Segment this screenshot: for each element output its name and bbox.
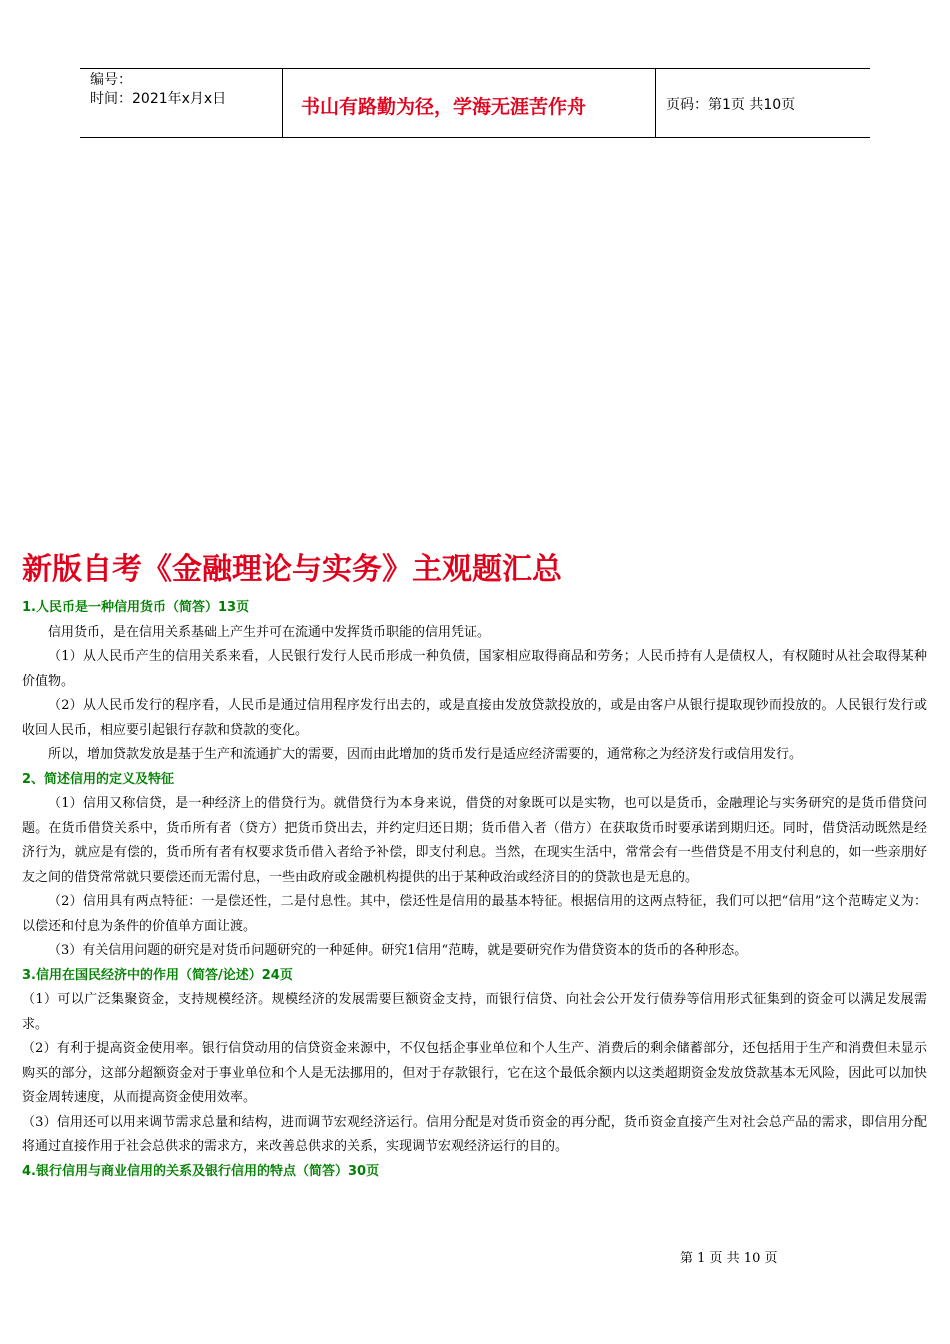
section-heading: 2、简述信用的定义及特征: [22, 771, 175, 787]
header-motto: 书山有路勤为径，学海无涯苦作舟: [301, 95, 587, 118]
section-heading: 1.人民币是一种信用货币（简答）13页: [22, 600, 250, 615]
time-label: 时间：2021年x月x日: [90, 91, 227, 107]
paragraph: （2）从人民币发行的程序看，人民币是通过信用程序发行出去的，或是直接由发放贷款投放的，或是由客户从银行提取现钞而投放的。人民银行发行或收回人民币，相应要引起银行存款和贷款的变化。: [22, 698, 927, 738]
paragraph: （1）信用又称信贷，是一种经济上的借贷行为。就借贷行为本身来说，借贷的对象既可以是实物，也可以是货币，金融理论与实务研究的是货币借贷问题。在货币借贷关系中，货币所有者（贷方）把货币贷出去，并约定归还日期；货币借入者（借方）在获取货币时要承诺到期归还。同时，借贷活动既然是经济行为，就应是有偿的，货币所有者有权要求货币借入者给予补偿，即支付利息。当然，在现实生活中，常常会有一些借贷是不用支付利息的，如一些亲朋好友之间的借贷常常就只要偿还而无需付息，一些由政府或金融机构提供的出于某种政治或经济目的的贷款也是无息的。: [22, 796, 927, 885]
paragraph: 所以，增加贷款发放是基于生产和流通扩大的需要，因而由此增加的货币发行是适应经济需要的，通常称之为经济发行或信用发行。: [48, 747, 803, 762]
header-left-cell: [80, 69, 283, 137]
page-footer: 第 1 页 共 10 页: [680, 1251, 778, 1266]
paragraph: （3）有关信用问题的研究是对货币问题研究的一种延伸。研究1信用“范畴，就是要研究作为借贷资本的货币的各种形态。: [48, 943, 748, 958]
header-motto-cell: [283, 69, 656, 137]
paragraph: （1）可以广泛集聚资金，支持规模经济。规模经济的发展需要巨额资金支持，而银行信贷、向社会公开发行债券等信用形式征集到的资金可以满足发展需求。: [22, 992, 927, 1032]
section-heading: 3.信用在国民经济中的作用（简答/论述）24页: [22, 967, 293, 983]
paragraph: 信用货币，是在信用关系基础上产生并可在流通中发挥货币职能的信用凭证。: [48, 624, 491, 640]
document-body: [22, 596, 927, 1184]
header-table: [80, 68, 870, 138]
header-page-info: 页码：第1页 共10页: [666, 97, 796, 113]
section-heading: 4.银行信用与商业信用的关系及银行信用的特点（简答）30页: [22, 1163, 380, 1179]
paragraph: （2）有利于提高资金使用率。银行信贷动用的信贷资金来源中，不仅包括企事业单位和个人生产、消费后的剩余储蓄部分，还包括用于生产和消费但未显示购买的部分，这部分超额资金对于事业单位和个人是无法挪用的，但对于存款银行，它在这个最低余额内以这类超期资金发放贷款基本无风险，因此可以加快资金周转速度，从而提高资金使用效率。: [22, 1041, 927, 1105]
paragraph: （1）从人民币产生的信用关系来看，人民银行发行人民币形成一种负债，国家相应取得商品和劳务；人民币持有人是债权人，有权随时从社会取得某种价值物。: [22, 649, 927, 689]
document-title: 新版自考《金融理论与实务》主观题汇总: [22, 552, 562, 587]
paragraph: （2）信用具有两点特征：一是偿还性，二是付息性。其中，偿还性是信用的最基本特征。根据信用的这两点特征，我们可以把“信用”这个范畴定义为：以偿还和付息为条件的价值单方面让渡。: [22, 894, 927, 934]
number-label: 编号：: [90, 72, 132, 88]
header-page-cell: [656, 69, 870, 137]
paragraph: （3）信用还可以用来调节需求总量和结构，进而调节宏观经济运行。信用分配是对货币资金的再分配，货币资金直接产生对社会总产品的需求，即信用分配将通过直接作用于社会总供求的需求方，来改善总供求的关系，实现调节宏观经济运行的目的。: [22, 1114, 927, 1154]
